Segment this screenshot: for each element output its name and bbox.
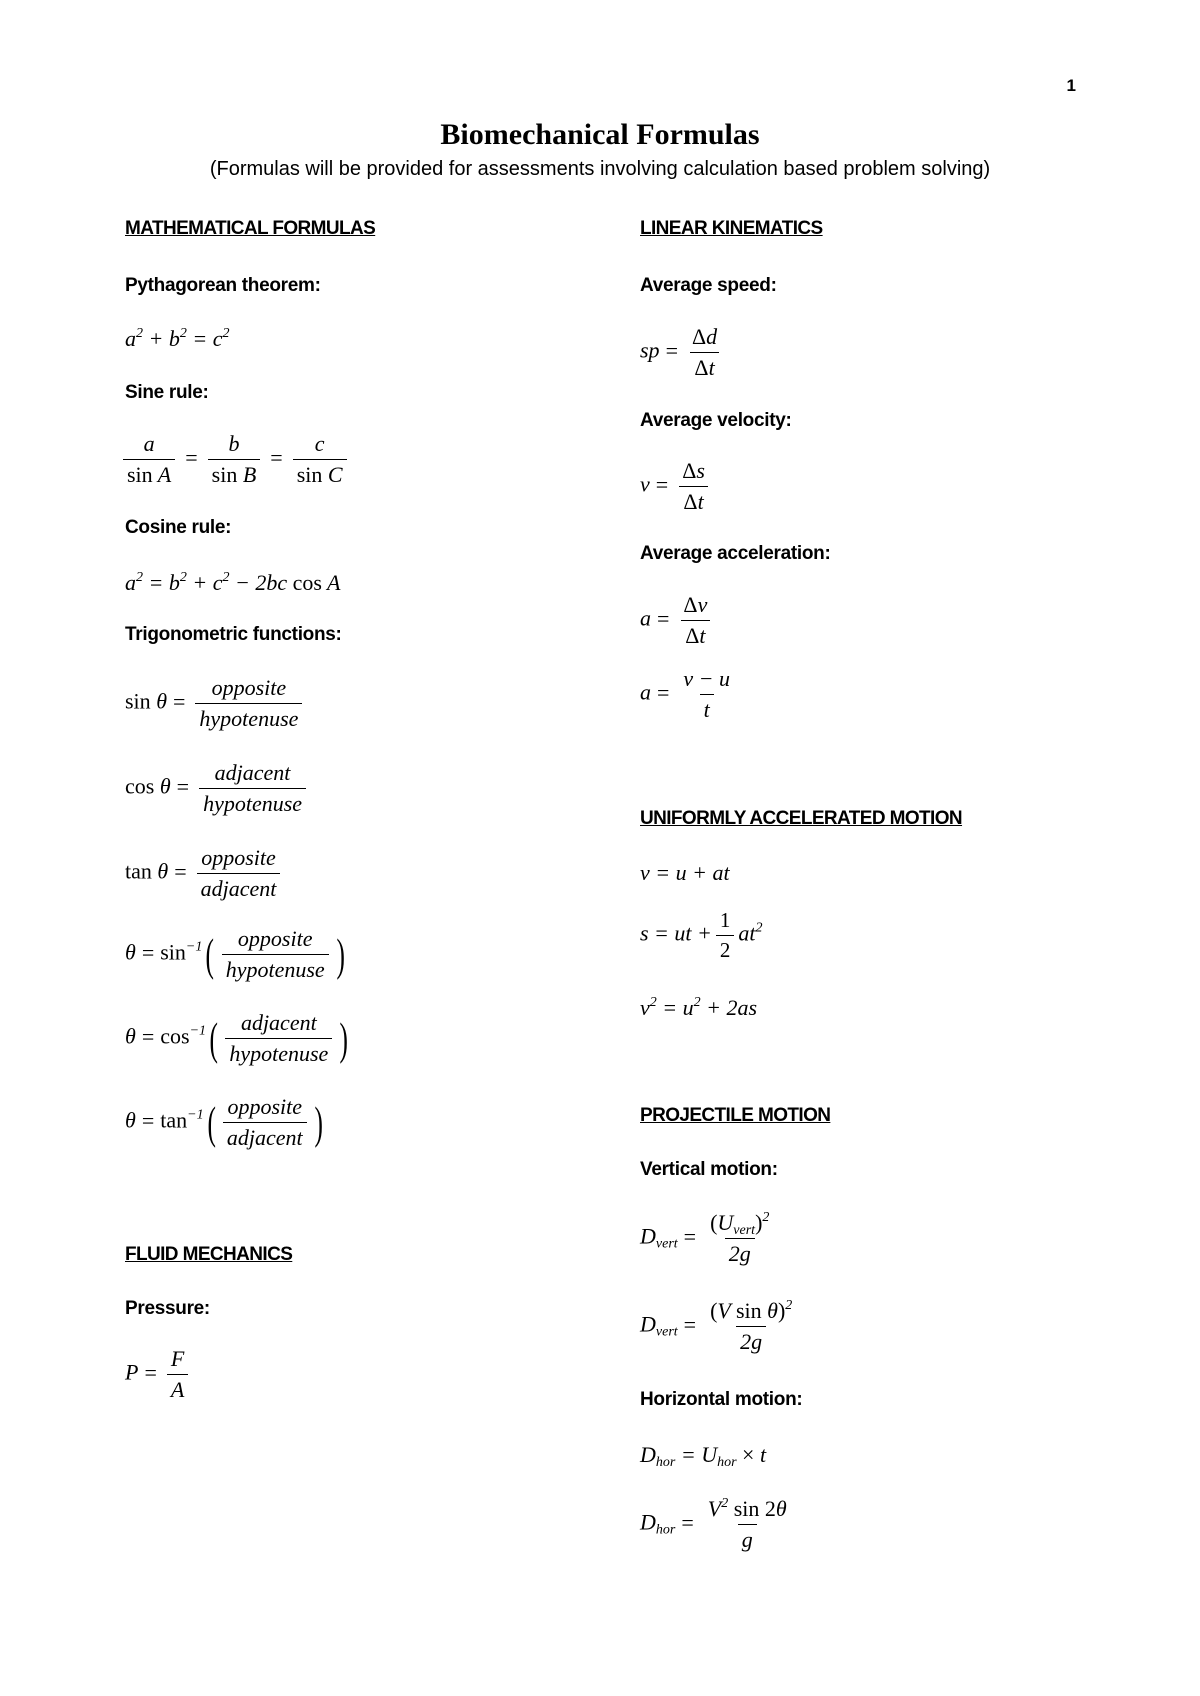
hypotenuse-text: hypotenuse xyxy=(222,954,329,983)
arctan-formula: $\theta = \tan^{-1}$( $\frac{\text{opposite}}{\text{adjacent}}$ ) xyxy=(125,1094,323,1150)
sine-rule-formula: $\frac{a}{\text{sin A}}$ = $\frac{b}{\text{sin B}}$ = $\frac{c}{\text{sin C}}$ xyxy=(119,431,351,488)
tan-formula: tan θ = $\frac{\text{opposite}}{\text{adjacent}}$ xyxy=(125,845,284,902)
opposite-text: opposite xyxy=(237,926,313,951)
vertical-motion-label: Vertical motion: xyxy=(640,1159,778,1180)
opposite-text: opposite xyxy=(211,675,287,700)
vertical-formula-1: $D_{vert}$ = $\frac{(U_{vert})^2}{2g}$ xyxy=(640,1210,770,1266)
hypotenuse-text: hypotenuse xyxy=(195,703,302,732)
suvat-formula-1: v = u + at xyxy=(640,860,730,885)
arcsin-formula: $\theta = \sin^{-1}$( $\frac{\text{opposite}}{\text{hypotenuse}}$ ) xyxy=(125,926,345,982)
hypotenuse-text: hypotenuse xyxy=(199,788,306,817)
speed-formula: sp = $\frac{\Delta d}{\Delta t}$ xyxy=(640,324,718,380)
velocity-formula: v = $\frac{\Delta s}{\Delta t}$ xyxy=(640,458,713,515)
document-title: Biomechanical Formulas xyxy=(440,118,760,151)
math-heading: MATHEMATICAL FORMULAS xyxy=(125,218,376,239)
acceleration-formula-1: a = $\frac{\Delta v}{\Delta t}$ xyxy=(640,592,715,649)
document-subtitle: (Formulas will be provided for assessments involving calculation based problem solving) xyxy=(209,158,991,180)
suvat-formula-3: $v^2 = u^2 + 2as$ xyxy=(640,995,758,1020)
projectile-heading: PROJECTILE MOTION xyxy=(640,1105,831,1126)
cosine-rule-formula: $a^2 = b^2 + c^2 - 2bc$ cos A xyxy=(125,570,341,595)
adjacent-text: adjacent xyxy=(197,873,281,902)
horizontal-formula-1: $D_{hor} = U_{hor} \times t$ xyxy=(640,1442,767,1470)
pressure-formula: P = $\frac{F}{A}$ xyxy=(125,1346,192,1403)
trig-functions-label: Trigonometric functions: xyxy=(125,624,342,645)
adjacent-text: adjacent xyxy=(240,1010,317,1035)
sine-rule-label: Sine rule: xyxy=(125,382,209,403)
adjacent-text: adjacent xyxy=(223,1122,307,1151)
horizontal-motion-label: Horizontal motion: xyxy=(640,1389,803,1410)
arccos-formula: $\theta = \cos^{-1}$( $\frac{\text{adjacent}}{\text{hypotenuse}}$ ) xyxy=(125,1010,349,1066)
hypotenuse-text: hypotenuse xyxy=(225,1038,332,1067)
pythagorean-formula: $a^2 + b^2 = c^2$ xyxy=(125,326,230,351)
opposite-text: opposite xyxy=(227,1094,303,1119)
fluid-heading: FLUID MECHANICS xyxy=(125,1244,293,1265)
acceleration-formula-2: a = $\frac{v - u}{t}$ xyxy=(640,666,731,722)
linear-heading: LINEAR KINEMATICS xyxy=(640,218,823,239)
page-number: 1 xyxy=(1066,76,1076,95)
suvat-formula-2: s = ut + $\frac{1}{2}$ $at^2$ xyxy=(640,908,763,962)
sin-formula: sin θ = $\frac{\text{opposite}}{\text{hypotenuse}}$ xyxy=(125,675,306,732)
opposite-text: opposite xyxy=(201,845,276,870)
pressure-label: Pressure: xyxy=(125,1298,210,1319)
vertical-formula-2: $D_{vert}$ = $\frac{(V \sin \theta)^2}{2g}$ xyxy=(640,1298,793,1354)
adjacent-text: adjacent xyxy=(214,760,291,785)
average-velocity-label: Average velocity: xyxy=(640,410,792,431)
cos-formula: cos θ = $\frac{\text{adjacent}}{\text{hypotenuse}}$ xyxy=(125,760,310,817)
cosine-rule-label: Cosine rule: xyxy=(125,517,232,538)
pythagorean-label: Pythagorean theorem: xyxy=(125,275,321,296)
average-acceleration-label: Average acceleration: xyxy=(640,543,831,564)
horizontal-formula-2: $D_{hor}$ = $\frac{V^2 \sin 2\theta}{g}$ xyxy=(640,1496,787,1552)
average-speed-label: Average speed: xyxy=(640,275,777,296)
uniform-heading: UNIFORMLY ACCELERATED MOTION xyxy=(640,808,963,829)
